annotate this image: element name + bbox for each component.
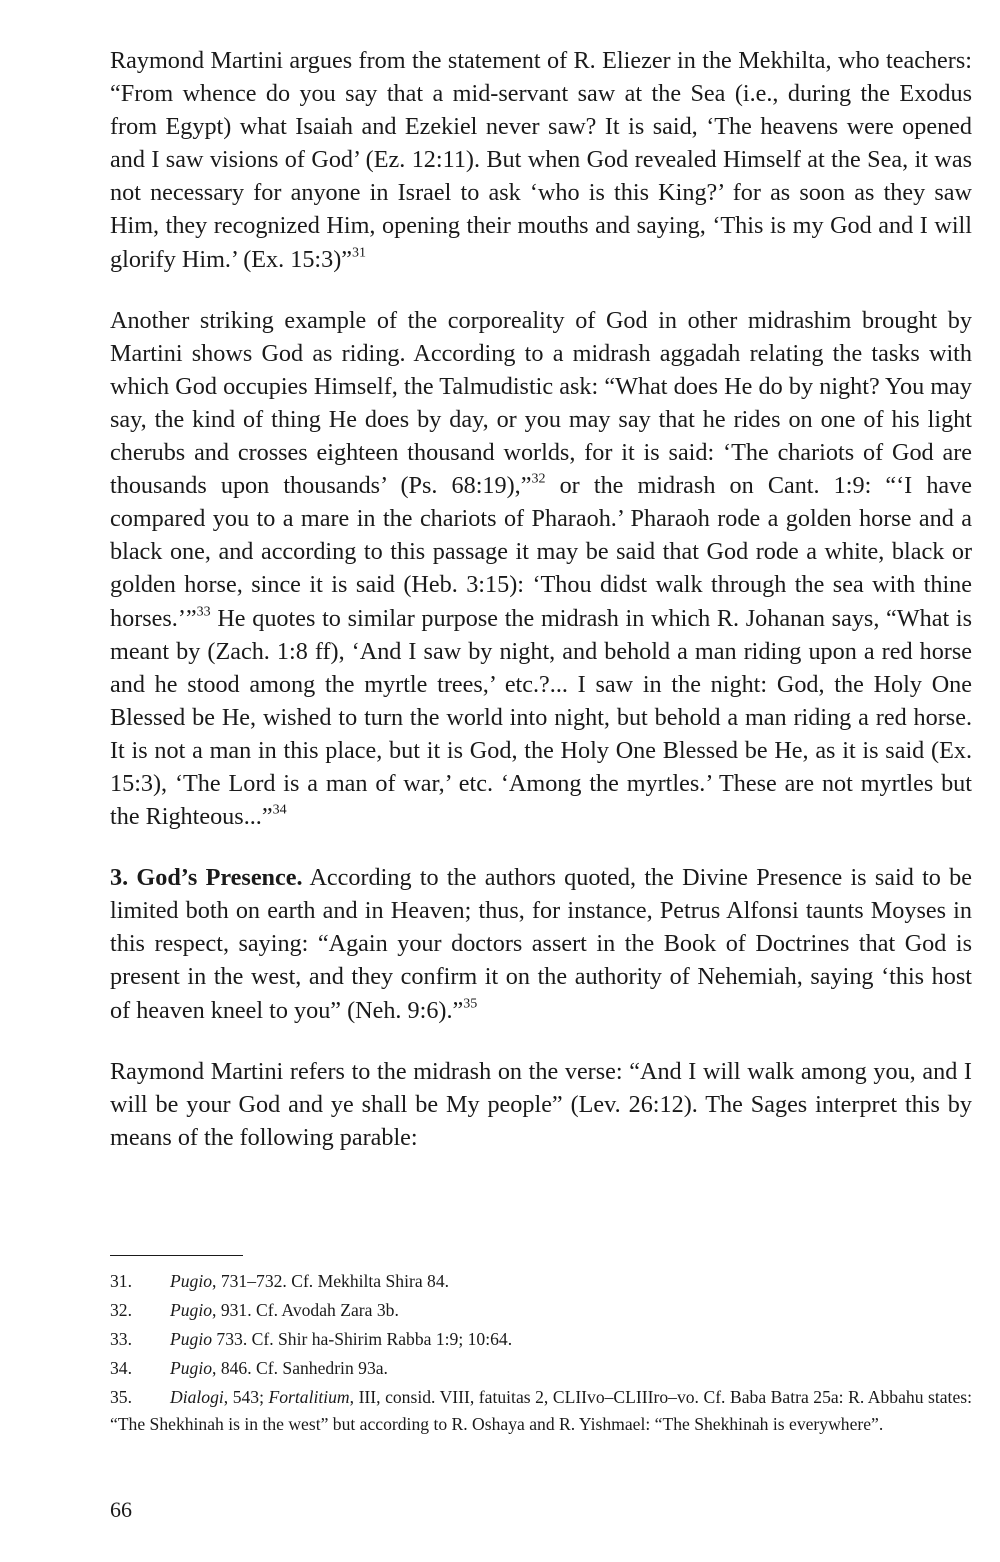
footnote-source-title: Pugio: [170, 1271, 213, 1291]
paragraph: [110, 44, 972, 276]
body-text: [110, 44, 972, 1182]
footnote-source-title: Pugio: [170, 1329, 213, 1349]
footnote-text: , III, consid. VIII, fatuitas 2, CLIIvo–CLIIIro–vo. Cf. Baba Batra 25a: R. Abbahu states: “The Shekhinah is in the west” but according to R. Oshaya and R. Yishmael: “The Shekhinah is everywhere”.: [110, 1387, 972, 1434]
footnote-marker: 33: [196, 602, 211, 619]
section-heading: 3. God’s Presence.: [110, 864, 303, 892]
paragraph-text: According to the authors quoted, the Divine Presence is said to be limited both on earth and in Heaven; thus, for instance, Petrus Alfonsi taunts Moyses in this respect, saying: “Again your doctors assert in the Book of Doctrines that God is present in the west, and they confirm it on the authority of Nehemiah, saying ‘this host of heaven kneel to you” (Neh. 9:6).”: [110, 864, 972, 1024]
footnote: [110, 1384, 972, 1438]
footnote-marker: 31: [352, 244, 367, 261]
paragraph-text: Raymond Martini argues from the statement of R. Eliezer in the Mekhilta, who teachers: “From whence do you say that a mid-servant saw at the Sea (i.e., during the Exodus from Egypt) what Isaiah and Ezekiel never saw? It is said, ‘The heavens were opened and I saw visions of God’ (Ez. 12:11). But when God revealed Himself at the Sea, it was not necessary for anyone in Israel to ask ‘who is this King?’ for as soon as they saw Him, they recognized Him, opening their mouths and saying, ‘This is my God and I will glorify Him.’ (Ex. 15:3)”: [110, 47, 972, 273]
footnote-marker: 34: [272, 801, 287, 818]
paragraph-text: or the midrash on Cant. 1:9: “‘I have compared you to a mare in the chariots of Pharaoh.’ Pharaoh rode a golden horse and a black one, and according to this passage it may be said that God rode a white, black or golden horse, since it is said (Heb. 3:15): ‘Thou didst walk through the sea with thine horses.’”: [110, 472, 972, 632]
footnote-number: 35.: [110, 1387, 132, 1407]
footnote: [110, 1326, 972, 1353]
footnotes: [110, 1268, 972, 1440]
footnote-number: 34.: [110, 1358, 132, 1378]
footnote-marker: 32: [531, 470, 546, 487]
footnote-rule: [110, 1255, 243, 1256]
footnote-text: , 846. Cf. Sanhedrin 93a.: [212, 1358, 388, 1378]
footnote-source-title: Pugio: [170, 1358, 213, 1378]
footnote-source-title: Pugio: [170, 1300, 213, 1320]
paragraph: [110, 861, 972, 1026]
footnote-text: , 731–732. Cf. Mekhilta Shira 84.: [212, 1271, 450, 1291]
footnote-number: 31.: [110, 1271, 132, 1291]
footnote: [110, 1268, 972, 1295]
paragraph-text: Another striking example of the corporeality of God in other midrashim brought by Martini shows God as riding. According to a midrash aggadah relating the tasks with which God occupies Himself, the Talmudistic ask: “What does He do by night? You may say, the kind of thing He does by day, or you may say that he rides on one of his light cherubs and crosses eighteen thousand worlds, for it is said: ‘The chariots of God are thousands upon thousands’ (Ps. 68:19),”: [110, 306, 972, 500]
footnote: [110, 1297, 972, 1324]
paragraph: [110, 1055, 972, 1154]
footnote-text: , 931. Cf. Avodah Zara 3b.: [212, 1300, 399, 1320]
footnote-text: , 543;: [223, 1387, 269, 1407]
footnote-source-title: Fortalitium: [268, 1387, 350, 1407]
footnote-marker: 35: [463, 995, 478, 1012]
paragraph: [110, 304, 972, 834]
paragraph-text: Raymond Martini refers to the midrash on the verse: “And I will walk among you, and I will be your God and ye shall be My people” (Lev. 26:12). The Sages interpret this by means of the following parable:: [110, 1057, 972, 1151]
footnote-text: 733. Cf. Shir ha-Shirim Rabba 1:9; 10:64.: [212, 1329, 513, 1349]
footnote-number: 32.: [110, 1300, 132, 1320]
paragraph-text: He quotes to similar purpose the midrash in which R. Johanan says, “What is meant by (Zach. 1:8 ff), ‘And I saw by night, and behold a man riding upon a red horse and he stood among the myrtle trees,’ etc.?... I saw in the night: God, the Holy One Blessed be He, wished to turn the world into night, but behold a man riding a red horse. It is not a man in this place, but it is God, the Holy One Blessed be He, as it is said (Ex. 15:3), ‘The Lord is a man of war,’ etc. ‘Among the myrtles.’ These are not myrtles but the Righteous...”: [110, 604, 972, 831]
footnote-source-title: Dialogi: [170, 1387, 224, 1407]
page-number: 66: [110, 1497, 132, 1522]
footnote-number: 33.: [110, 1329, 132, 1349]
footnote: [110, 1355, 972, 1382]
